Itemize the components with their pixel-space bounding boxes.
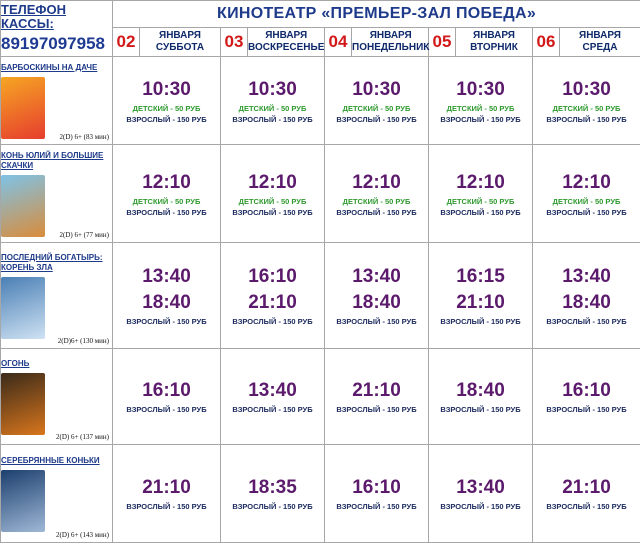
movie-poster[interactable] <box>1 77 45 139</box>
showtime[interactable]: 21:10 <box>325 378 428 404</box>
showtime[interactable]: 21:10 <box>221 290 324 316</box>
adult-price: ВЗРОСЛЫЙ - 150 РУБ <box>429 114 532 125</box>
movie-title[interactable]: ПОСЛЕДНИЙ БОГАТЫРЬ: КОРЕНЬ ЗЛА <box>1 253 112 273</box>
movie-info-cell <box>1 145 113 243</box>
showtime[interactable]: 18:40 <box>113 290 220 316</box>
day-number: 02 <box>113 28 140 56</box>
cinema-title: КИНОТЕАТР «ПРЕМЬЕР-ЗАЛ ПОБЕДА» <box>217 5 536 22</box>
showtime-cell[interactable] <box>429 57 533 145</box>
adult-price: ВЗРОСЛЫЙ - 150 РУБ <box>221 501 324 512</box>
child-price: ДЕТСКИЙ - 50 РУБ <box>221 103 324 114</box>
adult-price: ВЗРОСЛЫЙ - 150 РУБ <box>533 501 640 512</box>
adult-price: ВЗРОСЛЫЙ - 150 РУБ <box>533 404 640 415</box>
movie-poster[interactable] <box>1 175 45 237</box>
movie-poster[interactable] <box>1 470 45 532</box>
movie-title[interactable]: ОГОНЬ <box>1 359 112 369</box>
showtime-cell[interactable] <box>429 243 533 349</box>
movie-poster[interactable] <box>1 277 45 339</box>
showtime[interactable]: 21:10 <box>113 475 220 501</box>
child-price: ДЕТСКИЙ - 50 РУБ <box>429 103 532 114</box>
adult-price: ВЗРОСЛЫЙ - 150 РУБ <box>221 316 324 327</box>
adult-price: ВЗРОСЛЫЙ - 150 РУБ <box>113 501 220 512</box>
adult-price: ВЗРОСЛЫЙ - 150 РУБ <box>325 207 428 218</box>
showtime[interactable]: 16:10 <box>113 378 220 404</box>
showtime[interactable]: 16:10 <box>221 264 324 290</box>
showtime-cell[interactable] <box>325 349 429 445</box>
showtime-cell[interactable] <box>221 243 325 349</box>
showtime[interactable]: 10:30 <box>533 77 640 103</box>
adult-price: ВЗРОСЛЫЙ - 150 РУБ <box>533 114 640 125</box>
movie-info-cell <box>1 243 113 349</box>
movie-rating: 2(D)6+ (130 мин) <box>58 337 109 345</box>
adult-price: ВЗРОСЛЫЙ - 150 РУБ <box>113 207 220 218</box>
showtime[interactable]: 18:40 <box>429 378 532 404</box>
adult-price: ВЗРОСЛЫЙ - 150 РУБ <box>429 207 532 218</box>
adult-price: ВЗРОСЛЫЙ - 150 РУБ <box>113 316 220 327</box>
child-price: ДЕТСКИЙ - 50 РУБ <box>221 196 324 207</box>
child-price: ДЕТСКИЙ - 50 РУБ <box>325 196 428 207</box>
adult-price: ВЗРОСЛЫЙ - 150 РУБ <box>533 316 640 327</box>
showtime[interactable]: 13:40 <box>325 264 428 290</box>
cinema-title-cell <box>113 1 640 28</box>
showtime-cell[interactable] <box>113 349 221 445</box>
showtime-cell[interactable] <box>533 57 640 145</box>
showtime[interactable]: 18:40 <box>325 290 428 316</box>
movie-row <box>1 57 640 145</box>
adult-price: ВЗРОСЛЫЙ - 150 РУБ <box>429 404 532 415</box>
movie-title[interactable]: СЕРЕБРЯННЫЕ КОНЬКИ <box>1 456 112 466</box>
day-label <box>560 30 640 54</box>
showtime-cell[interactable] <box>533 243 640 349</box>
day-label <box>248 30 324 54</box>
movie-row <box>1 145 640 243</box>
showtime[interactable]: 13:40 <box>113 264 220 290</box>
movie-row <box>1 445 640 543</box>
day-number: 06 <box>533 28 560 56</box>
child-price: ДЕТСКИЙ - 50 РУБ <box>113 196 220 207</box>
showtime-cell[interactable] <box>533 349 640 445</box>
showtime-cell[interactable] <box>429 145 533 243</box>
day-label <box>456 30 532 54</box>
day-weekday: ВОСКРЕСЕНЬЕ <box>248 42 324 53</box>
phone-number[interactable]: 89197097958 <box>1 34 112 54</box>
adult-price: ВЗРОСЛЫЙ - 150 РУБ <box>221 207 324 218</box>
day-header-06 <box>533 28 640 57</box>
showtime[interactable]: 16:10 <box>533 378 640 404</box>
showtime-cell[interactable] <box>221 57 325 145</box>
adult-price: ВЗРОСЛЫЙ - 150 РУБ <box>113 404 220 415</box>
showtime[interactable]: 13:40 <box>429 475 532 501</box>
day-number: 04 <box>325 28 352 56</box>
day-header-02 <box>113 28 221 57</box>
showtime-cell[interactable] <box>221 145 325 243</box>
day-header-03 <box>221 28 325 57</box>
day-weekday: ПОНЕДЕЛЬНИК <box>352 42 429 53</box>
day-weekday: ВТОРНИК <box>470 42 518 53</box>
showtime-cell[interactable] <box>533 445 640 543</box>
movie-info-cell <box>1 57 113 145</box>
adult-price: ВЗРОСЛЫЙ - 150 РУБ <box>113 114 220 125</box>
showtime-cell[interactable] <box>221 445 325 543</box>
showtime[interactable]: 18:40 <box>533 290 640 316</box>
showtime-cell[interactable] <box>533 145 640 243</box>
adult-price: ВЗРОСЛЫЙ - 150 РУБ <box>325 501 428 512</box>
showtime[interactable]: 16:10 <box>325 475 428 501</box>
showtime[interactable]: 10:30 <box>325 77 428 103</box>
adult-price: ВЗРОСЛЫЙ - 150 РУБ <box>221 404 324 415</box>
showtime[interactable]: 18:35 <box>221 475 324 501</box>
showtime[interactable]: 10:30 <box>429 77 532 103</box>
movie-row <box>1 349 640 445</box>
showtime-cell[interactable] <box>221 349 325 445</box>
showtime[interactable]: 12:10 <box>113 170 220 196</box>
adult-price: ВЗРОСЛЫЙ - 150 РУБ <box>429 501 532 512</box>
showtime[interactable]: 13:40 <box>221 378 324 404</box>
showtime-cell[interactable] <box>113 445 221 543</box>
movie-row <box>1 243 640 349</box>
day-label <box>352 30 429 54</box>
child-price: ДЕТСКИЙ - 50 РУБ <box>429 196 532 207</box>
showtime-cell[interactable] <box>113 57 221 145</box>
day-month: ЯНВАРЯ <box>159 30 201 41</box>
showtime-cell[interactable] <box>325 243 429 349</box>
adult-price: ВЗРОСЛЫЙ - 150 РУБ <box>325 114 428 125</box>
showtime[interactable]: 21:10 <box>429 290 532 316</box>
adult-price: ВЗРОСЛЫЙ - 150 РУБ <box>221 114 324 125</box>
movie-title[interactable]: КОНЬ ЮЛИЙ И БОЛЬШИЕ СКАЧКИ <box>1 151 112 171</box>
showtime[interactable]: 12:10 <box>325 170 428 196</box>
adult-price: ВЗРОСЛЫЙ - 150 РУБ <box>533 207 640 218</box>
showtime[interactable]: 10:30 <box>221 77 324 103</box>
child-price: ДЕТСКИЙ - 50 РУБ <box>533 196 640 207</box>
showtime[interactable]: 13:40 <box>533 264 640 290</box>
day-header-04 <box>325 28 429 57</box>
showtime-cell[interactable] <box>325 445 429 543</box>
child-price: ДЕТСКИЙ - 50 РУБ <box>533 103 640 114</box>
phone-label: ТЕЛЕФОН КАССЫ: <box>1 3 112 31</box>
day-weekday: СРЕДА <box>583 42 618 53</box>
showtime-cell[interactable] <box>429 349 533 445</box>
showtime[interactable]: 21:10 <box>533 475 640 501</box>
movie-info-cell <box>1 445 113 543</box>
movie-title[interactable]: БАРБОСКИНЫ НА ДАЧЕ <box>1 63 112 73</box>
day-month: ЯНВАРЯ <box>370 30 412 41</box>
adult-price: ВЗРОСЛЫЙ - 150 РУБ <box>429 316 532 327</box>
day-header-05 <box>429 28 533 57</box>
day-label <box>140 30 220 54</box>
showtime[interactable]: 12:10 <box>221 170 324 196</box>
showtime[interactable]: 12:10 <box>429 170 532 196</box>
child-price: ДЕТСКИЙ - 50 РУБ <box>325 103 428 114</box>
box-office-phone-cell <box>1 1 113 57</box>
showtime-cell[interactable] <box>429 445 533 543</box>
adult-price: ВЗРОСЛЫЙ - 150 РУБ <box>325 316 428 327</box>
day-month: ЯНВАРЯ <box>473 30 515 41</box>
showtime[interactable]: 10:30 <box>113 77 220 103</box>
day-number: 03 <box>221 28 248 56</box>
showtime-cell[interactable] <box>325 145 429 243</box>
movie-rating: 2(D) 6+ (77 мин) <box>60 231 110 239</box>
showtime-cell[interactable] <box>113 243 221 349</box>
child-price: ДЕТСКИЙ - 50 РУБ <box>113 103 220 114</box>
day-number: 05 <box>429 28 456 56</box>
movie-info-cell <box>1 349 113 445</box>
movie-rating: 2(D) 6+ (83 мин) <box>60 133 110 141</box>
movie-poster[interactable] <box>1 373 45 435</box>
movie-rating: 2(D) 6+ (143 мин) <box>56 531 109 539</box>
showtime-cell[interactable] <box>113 145 221 243</box>
day-month: ЯНВАРЯ <box>265 30 307 41</box>
showtime[interactable]: 16:15 <box>429 264 532 290</box>
day-weekday: СУББОТА <box>156 42 204 53</box>
movie-rating: 2(D) 6+ (137 мин) <box>56 433 109 441</box>
adult-price: ВЗРОСЛЫЙ - 150 РУБ <box>325 404 428 415</box>
day-month: ЯНВАРЯ <box>579 30 621 41</box>
showtime-cell[interactable] <box>325 57 429 145</box>
showtime[interactable]: 12:10 <box>533 170 640 196</box>
